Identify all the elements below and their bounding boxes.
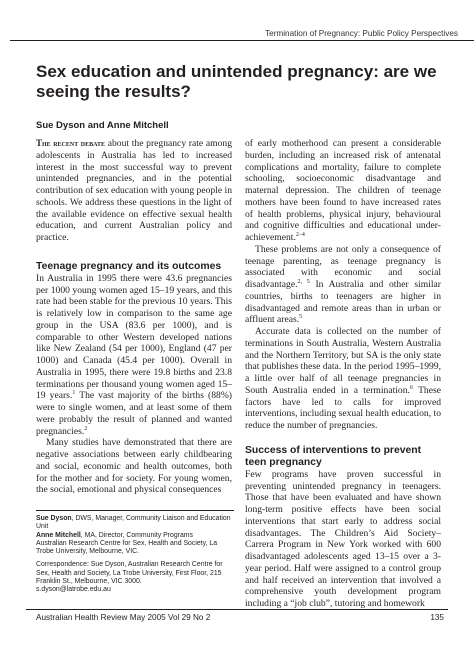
- footnote-author-2: [36, 532, 236, 540]
- paragraph: [245, 326, 441, 432]
- footnote-email: s.dyson@latrobe.edu.au: [36, 586, 111, 594]
- paragraph-text: These problems are not only a consequence of teenage parenting, as teenage pregnancy is associated with economic and social disadvantage.: [245, 243, 441, 290]
- reference-mark: 6: [409, 384, 413, 391]
- reference-mark: 2–4: [295, 231, 305, 238]
- reference-mark: 2, 5: [297, 278, 310, 285]
- paragraph: Few programs have proven successful in preventing unintended pregnancy in teenagers. Those that have been evaluated and have shown long-term positive effects have been social interventions that start early to address social disadvantages. The Children’s Aid Society–Carrera Program in New York worked with 600 disadvantaged adolescents aged 13–15 over a 3-year period. Half were assigned to a control group and half received an intervention that involved a comprehensive youth development program including a “job club”, tutoring and homework: [245, 468, 441, 609]
- footnote-correspondence: Correspondence: Sue Dyson, Australian Research Centre for Sex, Health and Society, La Trobe University, First Floor, 215 Franklin St., Melbourne, VIC 3000.: [36, 561, 223, 586]
- author-name: Anne Mitchell: [36, 531, 81, 539]
- footer-rule: [26, 609, 448, 610]
- paragraph-text: Accurate data is collected on the number of terminations in South Australia, Western Australia and the Northern Territory, but SA is the only state that publishes these data. In the period 1995–1999, a little over half of all teenage pregnancies in South Australia ended in a termination.: [245, 326, 441, 396]
- column-left: [36, 138, 232, 496]
- section-heading-teenage-pregnancy: Teenage pregnancy and its outcomes: [36, 260, 222, 272]
- footnote-affiliation: Australian Research Centre for Sex, Health and Society, La Trobe University, Melbourne, VIC.: [36, 539, 218, 556]
- footnote-author-1: [36, 515, 236, 532]
- journal-citation: Australian Health Review May 2005 Vol 29 No 2: [36, 613, 211, 622]
- column-right: [245, 138, 441, 610]
- paragraph-text: In Australia and other similar countries, births to teenagers are higher in disadvantaged and remote areas than in urban or affluent areas.: [245, 279, 441, 326]
- running-head: Termination of Pregnancy: Public Policy Perspectives: [265, 29, 458, 38]
- paragraph: [36, 273, 232, 438]
- paragraph: [245, 244, 441, 326]
- section-heading-interventions: Success of interventions to prevent teen pregnancy: [245, 444, 422, 468]
- paragraph-text: The vast majority of the births (88%) were to single women, and at least some of them were probably the result of planned and wanted pregnancies.: [36, 390, 233, 437]
- abstract-paragraph: [36, 138, 232, 244]
- paragraph-text: of early motherhood can present a considerable burden, including an increased risk of antenatal complications and mortality, failure to complete schooling, socioeconomic disadvantage and maternal depression. The children of teenage mothers have been found to have increased rates of health problems, physical injury, behavioural and cognitive difficulties and educational under-achievement.: [245, 138, 441, 243]
- reference-mark: 1: [72, 390, 76, 397]
- paragraph: Many studies have demonstrated that there are negative associations between early childbearing and social, economic and health outcomes, both for the mother and for society. For young women, the social, emotional and physical consequences: [36, 437, 232, 496]
- paragraph-text: These factors have led to calls for improved interventions, including sexual health education, to reduce the number of pregnancies.: [245, 384, 441, 431]
- article-title: Sex education and unintended pregnancy: are we seeing the results?: [36, 62, 437, 101]
- page-number: 135: [430, 613, 444, 622]
- author-footnote: [36, 515, 236, 595]
- paragraph: [245, 138, 441, 244]
- article-authors: Sue Dyson and Anne Mitchell: [36, 120, 169, 131]
- header-rule: [10, 40, 474, 41]
- footnote-rule: [36, 510, 234, 511]
- abstract-lead: The recent debate: [36, 138, 106, 148]
- reference-mark: 2: [84, 425, 88, 432]
- reference-mark: 5: [299, 314, 303, 321]
- paragraph-text: In Australia in 1995 there were 43.6 pregnancies per 1000 young women aged 15–19 years, and this rate had been stable for the previous 10 years. This is relatively low in comparison to the same age group in the USA (83.6 per 1000), and is comparable to other Western developed nations like New Zealand (54 per 1000), England (47 per 1000) and Canada (45.4 per 1000). Overall in Australia in 1995, there were 19.8 births and 23.8 terminations per thousand young women aged 15–19 years.: [36, 272, 232, 402]
- author-role: , DWS, Manager, Community Liaison and Education Unit: [36, 515, 231, 531]
- author-name: Sue Dyson: [36, 515, 72, 522]
- abstract-text: about the pregnancy rate among adolescents in Australia has led to increased interest in the most successful way to prevent unintended pregnancies, and in the potential contribution of sex education with young people in schools. We address these questions in the light of the available evidence on effective sexual health education, and current Australian policy and practice.: [36, 138, 233, 243]
- author-role: , MA, Director, Community Programs: [80, 531, 193, 539]
